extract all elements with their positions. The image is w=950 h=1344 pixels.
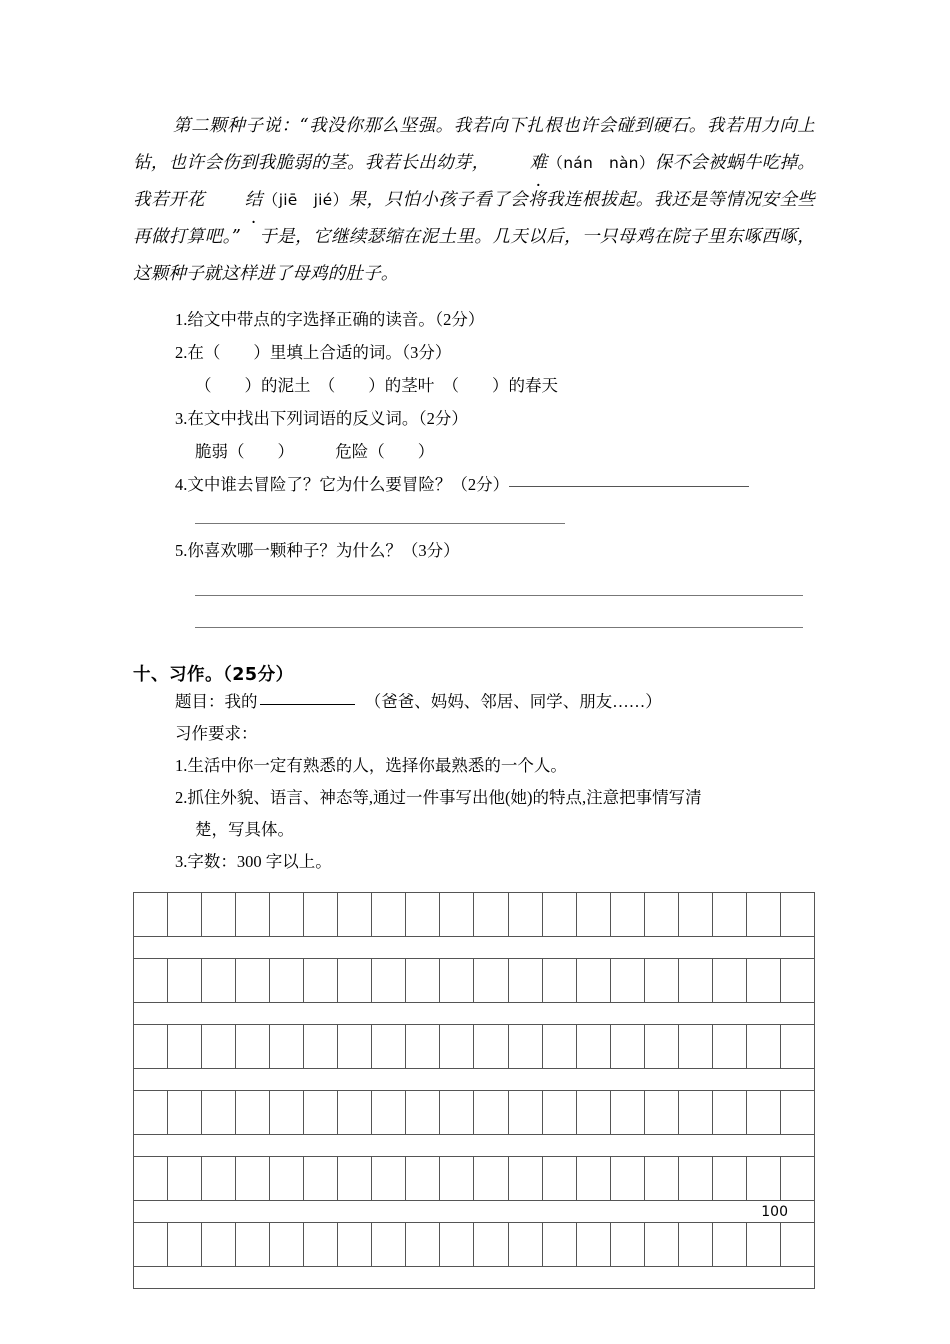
writing-grid-cell[interactable] [474,893,508,936]
writing-grid-count-label: 100 [761,1204,788,1220]
writing-grid-cell[interactable] [304,1091,338,1134]
writing-grid-cell[interactable] [338,1025,372,1068]
writing-grid-cell[interactable] [168,1223,202,1266]
writing-grid-cell[interactable] [134,1223,168,1266]
writing-grid-cell[interactable] [747,959,781,1002]
writing-grid-row[interactable] [134,893,814,937]
writing-grid-cell[interactable] [338,893,372,936]
writing-grid-cell[interactable] [406,893,440,936]
writing-grid-cell[interactable] [440,959,474,1002]
writing-grid-cell[interactable] [577,893,611,936]
composition-requirement-2-line1: 2.抓住外貌、语言、神态等,通过一件事写出他(她)的特点,注意把事情写清 [175,788,702,807]
answer-rule-q5-row2[interactable] [195,627,803,628]
writing-grid-cell[interactable] [577,1157,611,1200]
writing-grid-cell[interactable] [679,1025,713,1068]
writing-grid-cell[interactable] [611,1091,645,1134]
writing-grid-cell[interactable] [372,1157,406,1200]
passage-part-2: 保不会被蜗牛吃掉。我若开花 [133,153,816,210]
writing-grid-cell[interactable] [270,1157,304,1200]
writing-grid-spacer [134,1069,814,1091]
writing-grid-cell[interactable] [509,893,543,936]
writing-grid-cell[interactable] [440,893,474,936]
pinyin-nan: （nán nàn） [547,154,655,172]
writing-grid-cell[interactable] [236,1091,270,1134]
writing-grid-cell[interactable] [679,1091,713,1134]
passage-part-1: 第二颗种子说：“我没你那么坚强。我若向下扎根也许会碰到硬石。我若用力向上钻，也许会伤到我脆弱的茎。我若长出幼芽， [133,116,815,173]
writing-grid-cell[interactable] [577,959,611,1002]
writing-grid-cell[interactable] [202,1157,236,1200]
answer-rule-q5-row1[interactable] [195,595,803,596]
writing-grid-spacer [134,1135,814,1157]
writing-grid-cell[interactable] [338,1157,372,1200]
writing-grid-cell[interactable] [168,1091,202,1134]
composition-title-label: 题目：我的 [175,692,258,711]
writing-grid-cell[interactable] [168,1157,202,1200]
writing-grid-cell[interactable] [611,1157,645,1200]
composition-requirement-2-line2: 楚，写具体。 [195,820,294,839]
writing-grid-cell[interactable] [645,1091,679,1134]
writing-grid-cell[interactable] [236,1025,270,1068]
composition-title-hint: （爸爸、妈妈、邻居、同学、朋友……） [364,692,662,711]
composition-requirement-3: 3.字数：300 字以上。 [175,852,332,871]
writing-grid-cell[interactable] [270,1025,304,1068]
composition-title-blank[interactable] [260,703,355,705]
writing-grid-cell[interactable] [679,1157,713,1200]
writing-grid-cell[interactable] [168,1025,202,1068]
writing-grid-cell[interactable] [406,1091,440,1134]
writing-grid-cell[interactable] [781,1223,814,1266]
writing-grid-cell[interactable] [713,1025,747,1068]
question-2-blanks[interactable]: （ ）的泥土 （ ）的茎叶 （ ）的春天 [195,376,558,395]
writing-grid-cell[interactable] [202,893,236,936]
writing-grid-cell[interactable] [270,959,304,1002]
writing-grid-spacer [134,1267,814,1289]
dotted-char-nan: 难 [529,153,548,173]
pinyin-jie: （jiē jié） [262,191,349,209]
writing-grid-cell[interactable] [509,1223,543,1266]
writing-grid-spacer [134,1201,814,1223]
writing-grid-cell[interactable] [645,893,679,936]
writing-grid-spacer [134,1003,814,1025]
question-3: 3.在文中找出下列词语的反义词。（2分） [175,409,468,428]
writing-grid-cell[interactable] [781,1091,814,1134]
writing-grid-cell[interactable] [679,893,713,936]
writing-grid-cell[interactable] [713,893,747,936]
composition-requirement-2 [133,782,815,846]
writing-grid-cell[interactable] [543,1091,577,1134]
writing-grid-cell[interactable] [577,1025,611,1068]
writing-grid-cell[interactable] [270,1091,304,1134]
writing-grid-cell[interactable] [134,959,168,1002]
question-4 [133,468,815,501]
writing-grid-cell[interactable] [747,1223,781,1266]
writing-grid-cell[interactable] [679,1223,713,1266]
writing-grid-cell[interactable] [440,1091,474,1134]
reading-passage [133,108,815,293]
writing-grid-cell[interactable] [645,959,679,1002]
writing-grid-cell[interactable] [543,893,577,936]
question-list [133,303,815,635]
page-content [133,108,815,1289]
writing-grid-cell[interactable] [747,1157,781,1200]
writing-grid[interactable] [133,892,815,1289]
writing-grid-cell[interactable] [747,1091,781,1134]
writing-grid-cell[interactable] [304,1157,338,1200]
writing-grid-row[interactable] [134,1223,814,1267]
answer-rule-q5-row1-container [133,567,815,603]
writing-grid-cell[interactable] [509,959,543,1002]
writing-grid-row[interactable] [134,1025,814,1069]
writing-grid-cell[interactable] [713,1157,747,1200]
writing-grid-row[interactable] [134,959,814,1003]
question-5: 5.你喜欢哪一颗种子？为什么？（3分） [175,541,460,560]
dotted-char-jie: 结 [244,190,263,210]
composition-section-heading: 十、习作。（25分） [133,665,294,685]
writing-grid-cell[interactable] [134,893,168,936]
answer-rule-q4-inline[interactable] [509,485,749,487]
writing-grid-cell[interactable] [474,1223,508,1266]
writing-grid-row[interactable] [134,1091,814,1135]
writing-grid-cell[interactable] [440,1223,474,1266]
writing-grid-cell[interactable] [543,1223,577,1266]
writing-grid-cell[interactable] [611,959,645,1002]
writing-grid-cell[interactable] [202,1025,236,1068]
writing-grid-cell[interactable] [440,1025,474,1068]
writing-grid-cell[interactable] [304,1025,338,1068]
writing-grid-cell[interactable] [474,959,508,1002]
writing-grid-cell[interactable] [134,1157,168,1200]
writing-grid-cell[interactable] [134,1025,168,1068]
writing-grid-cell[interactable] [406,959,440,1002]
writing-grid-row[interactable] [134,1157,814,1201]
writing-grid-cell[interactable] [270,1223,304,1266]
writing-grid-cell[interactable] [168,959,202,1002]
writing-grid-cell[interactable] [304,959,338,1002]
writing-grid-cell[interactable] [747,1025,781,1068]
writing-grid-cell[interactable] [781,959,814,1002]
writing-grid-cell[interactable] [713,1091,747,1134]
question-3-blanks[interactable]: 脆弱（ ） 危险（ ） [195,442,435,461]
writing-grid-cell[interactable] [577,1223,611,1266]
writing-grid-cell[interactable] [202,1223,236,1266]
writing-grid-cell[interactable] [679,959,713,1002]
writing-grid-cell[interactable] [474,1157,508,1200]
writing-grid-cell[interactable] [270,893,304,936]
writing-grid-cell[interactable] [406,1025,440,1068]
question-4-text: 4.文中谁去冒险了？它为什么要冒险？（2分） [175,475,510,494]
question-1: 1.给文中带点的字选择正确的读音。（2分） [175,310,485,329]
writing-grid-cell[interactable] [372,1025,406,1068]
writing-grid-cell[interactable] [134,1091,168,1134]
composition-requirements-label: 习作要求： [175,724,258,743]
writing-grid-cell[interactable] [338,1091,372,1134]
writing-grid-cell[interactable] [372,1091,406,1134]
writing-grid-cell[interactable] [440,1157,474,1200]
writing-grid-cell[interactable] [236,893,270,936]
writing-grid-cell[interactable] [781,1025,814,1068]
writing-grid-cell[interactable] [338,959,372,1002]
composition-title-line [133,686,815,718]
writing-grid-cell[interactable] [645,1223,679,1266]
writing-grid-spacer [134,937,814,959]
answer-rule-q5-row2-container [133,603,815,635]
writing-grid-cell[interactable] [645,1025,679,1068]
writing-grid-cell[interactable] [236,1157,270,1200]
writing-grid-cell[interactable] [543,959,577,1002]
writing-grid-cell[interactable] [713,1223,747,1266]
writing-grid-cell[interactable] [372,1223,406,1266]
writing-grid-cell[interactable] [713,959,747,1002]
writing-grid-cell[interactable] [509,1091,543,1134]
writing-grid-cell[interactable] [202,959,236,1002]
writing-grid-cell[interactable] [474,1025,508,1068]
writing-grid-cell[interactable] [611,1025,645,1068]
writing-grid-cell[interactable] [781,893,814,936]
writing-grid-cell[interactable] [406,1223,440,1266]
answer-rule-q4-row2-container [133,501,815,534]
passage-part-3: 果，只怕小孩子看了会将我连根拔起。我还是等情况安全些再做打算吧。” 于是，它继续瑟缩在泥土里。几天以后，一只母鸡在院子里东啄西啄，这颗种子就这样进了母鸡的肚子。 [133,190,815,284]
question-2: 2.在（ ）里填上合适的词。（3分） [175,343,452,362]
writing-grid-cell[interactable] [474,1091,508,1134]
writing-grid-cell[interactable] [236,959,270,1002]
answer-rule-q4-row2[interactable] [195,523,565,524]
writing-grid-cell[interactable] [645,1157,679,1200]
writing-grid-cell[interactable] [304,1223,338,1266]
writing-grid-cell[interactable] [338,1223,372,1266]
writing-grid-cell[interactable] [747,893,781,936]
writing-grid-cell[interactable] [236,1223,270,1266]
writing-grid-cell[interactable] [406,1157,440,1200]
composition-requirement-1: 1.生活中你一定有熟悉的人，选择你最熟悉的一个人。 [175,756,567,775]
writing-grid-cell[interactable] [781,1157,814,1200]
writing-grid-cell[interactable] [372,893,406,936]
writing-grid-cell[interactable] [304,893,338,936]
writing-grid-cell[interactable] [168,893,202,936]
writing-grid-cell[interactable] [577,1091,611,1134]
writing-grid-cell[interactable] [543,1157,577,1200]
writing-grid-cell[interactable] [611,893,645,936]
writing-grid-cell[interactable] [509,1025,543,1068]
writing-grid-cell[interactable] [611,1223,645,1266]
writing-grid-cell[interactable] [202,1091,236,1134]
writing-grid-cell[interactable] [543,1025,577,1068]
writing-grid-cell[interactable] [372,959,406,1002]
writing-grid-cell[interactable] [509,1157,543,1200]
